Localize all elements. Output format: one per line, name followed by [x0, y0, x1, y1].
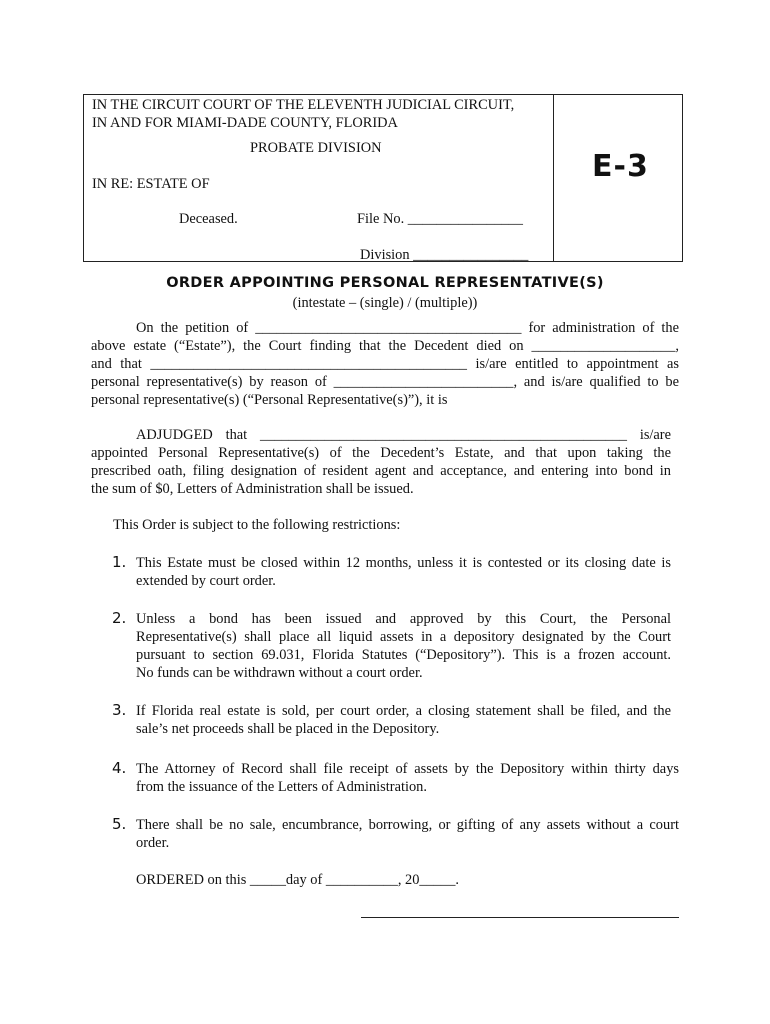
- restriction-line: extended by court order.: [136, 573, 276, 589]
- paragraph-line: the sum of $0, Letters of Administration shall be issued.: [91, 481, 414, 497]
- restriction-line: The Attorney of Record shall file receipt of assets by the Depository within thirty days: [136, 761, 679, 777]
- deceased-label: Deceased.: [179, 211, 238, 227]
- paragraph-line: prescribed oath, filing designation of resident agent and acceptance, and entering into bond in: [91, 463, 671, 479]
- restriction-line: order.: [136, 835, 170, 851]
- restrictions-intro: This Order is subject to the following restrictions:: [113, 517, 401, 533]
- division-heading: PROBATE DIVISION: [250, 140, 382, 156]
- restriction-line: This Estate must be closed within 12 months, unless it is contested or its closing date is: [136, 555, 671, 571]
- court-name-line-2: IN AND FOR MIAMI-DADE COUNTY, FLORIDA: [92, 115, 398, 131]
- restriction-line: Representative(s) shall place all liquid assets in a depository designated by the Court: [136, 629, 671, 645]
- list-number: 4.: [112, 759, 127, 777]
- list-number: 3.: [112, 701, 127, 719]
- paragraph-line: ADJUDGED that ___________________________________________________ is/are: [136, 427, 671, 443]
- caption-left-cell: [84, 95, 554, 261]
- paragraph-line: personal representative(s) by reason of _________________________, and is/are qualified to be: [91, 374, 679, 390]
- restriction-line: If Florida real estate is sold, per court order, a closing statement shall be filed, and the: [136, 703, 671, 719]
- list-number: 2.: [112, 609, 127, 627]
- restriction-line: No funds can be withdrawn without a court order.: [136, 665, 423, 681]
- restriction-line: pursuant to section 69.031, Florida Statutes (“Depository”). This is a frozen account.: [136, 647, 671, 663]
- list-number: 1.: [112, 553, 127, 571]
- paragraph-line: appointed Personal Representative(s) of the Decedent’s Estate, and that upon taking the: [91, 445, 671, 461]
- list-number: 5.: [112, 815, 127, 833]
- division-field: Division ________________: [360, 247, 529, 263]
- paragraph-line: above estate (“Estate”), the Court finding that the Decedent died on ____________________,: [91, 338, 679, 354]
- case-caption-box: [83, 94, 683, 262]
- ordered-date-line: ORDERED on this _____day of __________, 20_____.: [136, 872, 459, 888]
- judge-signature-line: [361, 917, 679, 918]
- paragraph-line: and that ____________________________________________ is/are entitled to appointment as: [91, 356, 679, 372]
- restriction-line: from the issuance of the Letters of Administration.: [136, 779, 427, 795]
- file-number-field: File No. ________________: [357, 211, 523, 227]
- in-re-label: IN RE: ESTATE OF: [92, 176, 210, 192]
- paragraph-line: On the petition of _____________________________________ for administration of the: [136, 320, 679, 336]
- form-code: E-3: [592, 149, 649, 184]
- restriction-line: There shall be no sale, encumbrance, borrowing, or gifting of any assets without a court: [136, 817, 679, 833]
- court-name-line-1: IN THE CIRCUIT COURT OF THE ELEVENTH JUDICIAL CIRCUIT,: [92, 97, 515, 113]
- restriction-line: sale’s net proceeds shall be placed in the Depository.: [136, 721, 440, 737]
- restriction-line: Unless a bond has been issued and approved by this Court, the Personal: [136, 611, 671, 627]
- document-subtitle: (intestate – (single) / (multiple)): [292, 295, 478, 311]
- paragraph-line: personal representative(s) (“Personal Representative(s)”), it is: [91, 392, 448, 408]
- document-title: ORDER APPOINTING PERSONAL REPRESENTATIVE(S): [166, 275, 604, 291]
